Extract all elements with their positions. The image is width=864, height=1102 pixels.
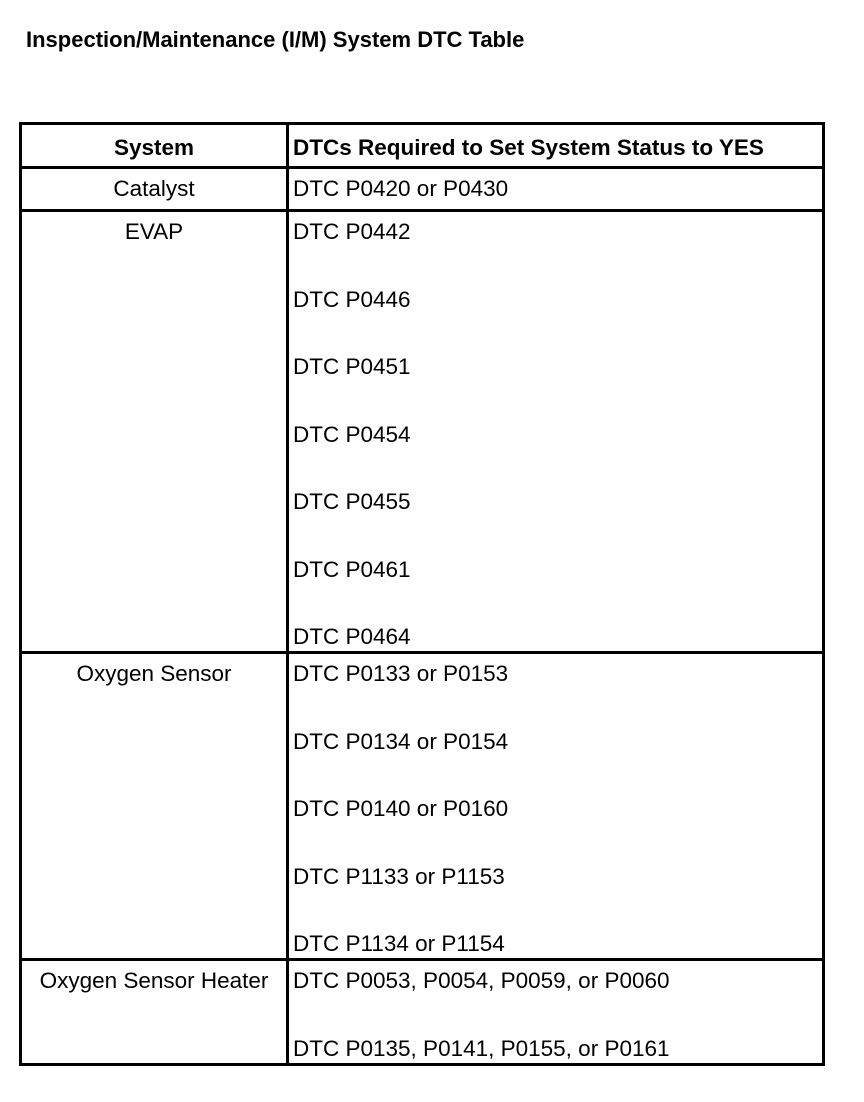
dtcs-cell <box>288 653 824 960</box>
dtcs-cell <box>288 211 824 653</box>
dtc-entry: DTC P0464 <box>293 624 411 649</box>
dtc-entry: DTC P0442 <box>293 219 411 244</box>
dtc-entry: DTC P0140 or P0160 <box>293 796 509 821</box>
table-row <box>21 960 824 1065</box>
system-cell: Oxygen Sensor <box>21 653 288 960</box>
dtc-entry: DTC P0133 or P0153 <box>293 661 509 686</box>
system-cell: EVAP <box>21 211 288 653</box>
dtcs-cell <box>288 168 824 211</box>
column-header-system: System <box>21 124 288 168</box>
dtc-entry: DTC P0455 <box>293 489 411 514</box>
dtc-entry: DTC P1133 or P1153 <box>293 863 505 889</box>
table-row <box>21 211 824 653</box>
column-header-dtcs: DTCs Required to Set System Status to YES <box>288 124 824 168</box>
dtc-entry: DTC P0446 <box>293 286 411 312</box>
dtc-entry: DTC P0135, P0141, P0155, or P0161 <box>293 1035 670 1061</box>
dtc-entry: DTC P0454 <box>293 421 411 447</box>
dtc-entry: DTC P0053, P0054, P0059, or P0060 <box>293 968 670 993</box>
dtcs-cell <box>288 960 824 1065</box>
page-title: Inspection/Maintenance (I/M) System DTC Table <box>26 27 525 52</box>
table-row <box>21 653 824 960</box>
dtc-entry: DTC P0134 or P0154 <box>293 728 509 754</box>
system-cell: Catalyst <box>21 168 288 211</box>
dtc-entry: DTC P1134 or P1154 <box>293 931 505 956</box>
table-header-row <box>21 124 824 168</box>
dtc-table <box>19 122 825 1066</box>
dtc-entry: DTC P0461 <box>293 556 411 582</box>
dtc-entry: DTC P0451 <box>293 354 411 379</box>
system-cell: Oxygen Sensor Heater <box>21 960 288 1065</box>
table-row <box>21 168 824 211</box>
dtc-entry: DTC P0420 or P0430 <box>293 176 509 201</box>
